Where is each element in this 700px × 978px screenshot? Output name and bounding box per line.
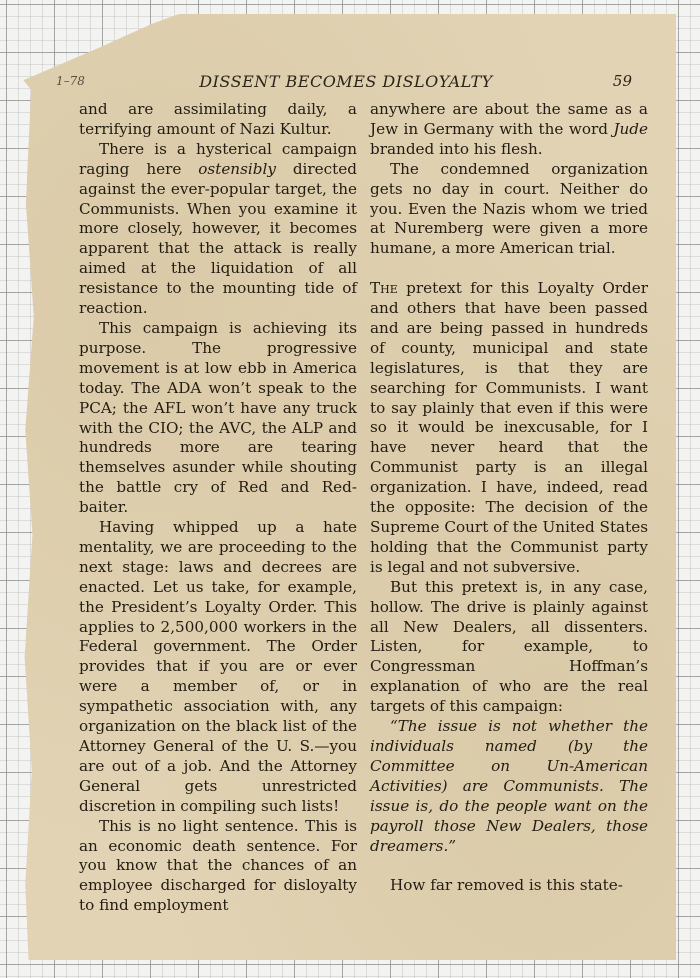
emphasis: Jude bbox=[613, 119, 648, 138]
running-head: DISSENT BECOMES DISLOYALTY bbox=[199, 72, 493, 91]
page-header bbox=[56, 72, 636, 96]
text-run: There is a hysterical campaign raging here bbox=[79, 139, 357, 178]
handwritten-folio: 1–78 bbox=[56, 74, 85, 88]
emphasis: ostensibly bbox=[198, 159, 276, 178]
paragraph: This is no light sentence. This is an economic death sentence. For you know that the chances of an employee discharged for disloyalty to find employment bbox=[79, 816, 357, 915]
paragraph: The condemned organization gets no day in court. Neither do you. Even the Nazis whom we tried at Nuremberg were given a more humane, a more American trial. bbox=[370, 159, 648, 258]
text-run: anywhere are about the same as a Jew in Germany with the word bbox=[370, 100, 648, 138]
text-run: pretext for this Loyalty Order and others that have been passed and are being passed in hundreds of county, municipal and state legislatures, is that they are searching for Communists. I want to say plainly that even if this were so it would be inexcusable, for I have never heard that the Communist party is an illegal organization. I have, indeed, read the opposite: The decision of the Supreme Court of the United States holding that the Communist party is legal and not subversive. bbox=[370, 279, 648, 576]
paragraph: Having whipped up a hate mentality, we are proceeding to the next stage: laws and decrees are enacted. Let us take, for example, the President’s Loyalty Order. This applies to 2,500,000 workers in the Federal government. The Order provides that if you are or ever were a member of, or in sympathetic association with, any organization on the black list of the Attorney General of the U. S.—you are out of a job. And the Attorney General gets unrestricted discretion in compiling such lists! bbox=[79, 518, 357, 815]
paragraph bbox=[79, 140, 357, 319]
section-paragraph bbox=[370, 279, 648, 578]
small-caps-lead: The bbox=[370, 279, 398, 298]
block-quote bbox=[370, 717, 648, 856]
right-column bbox=[370, 100, 648, 896]
paragraph bbox=[370, 100, 648, 160]
left-column bbox=[79, 100, 357, 916]
page-number: 59 bbox=[612, 72, 632, 90]
paragraph: This campaign is achieving its purpose. The progressive movement is at low ebb in America today. The ADA won’t speak to the PCA; the AFL won’t have any truck with the CIO; the AVC, the ALP and hundreds more are tearing themselves asunder while shouting the battle cry of Red and Red-baiter. bbox=[79, 318, 357, 517]
quote-text: “The issue is not whether the individuals named (by the Committee on Un-American Activities) are Communists. The issue is, do the people want on the payroll those New Dealers, those dreamers.” bbox=[370, 717, 648, 855]
text-run: directed against the ever-popular target, the Communists. When you examine it more closely, however, it becomes apparent that the attack is really aimed at the liquidation of all resistance to the mounting tide of reaction. bbox=[79, 159, 357, 318]
text-run: branded into his flesh. bbox=[370, 139, 543, 158]
paragraph: and are assimilating daily, a terrifying amount of Nazi Kultur. bbox=[79, 100, 357, 138]
paragraph: But this pretext is, in any case, hollow. The drive is plainly against all New Dealers, all dissenters. Listen, for example, to Congressman Hoffman’s explanation of who are the real targets of this campaign: bbox=[370, 577, 648, 716]
paragraph: How far removed is this state- bbox=[390, 876, 623, 895]
